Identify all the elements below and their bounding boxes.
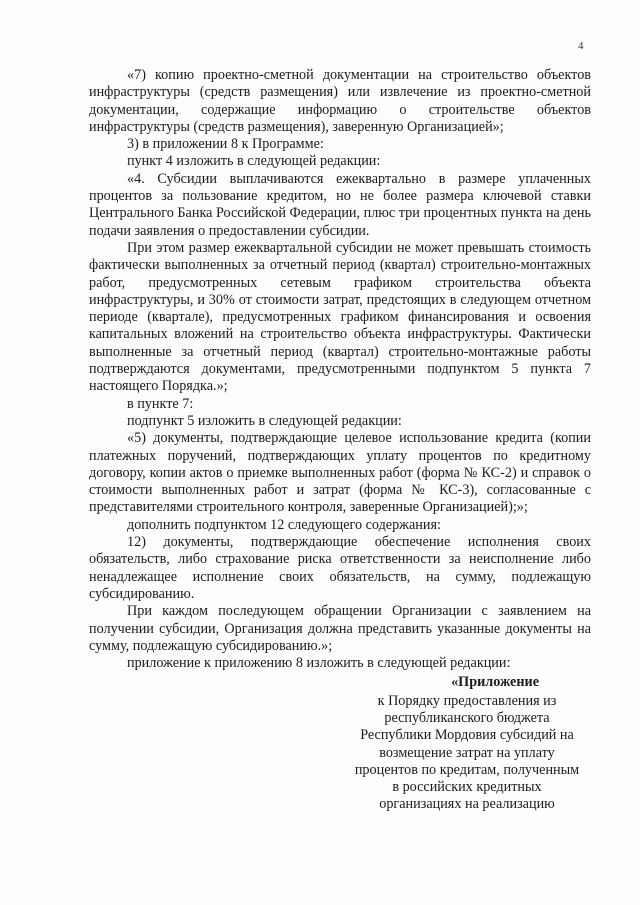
paragraph-subpoint-12-intro: дополнить подпунктом 12 следующего содержания: [127, 516, 441, 533]
annex-line: организациях на реализацию [379, 796, 555, 813]
paragraph-subpoint-12: 12) документы, подтверждающие обеспечение исполнения своих обязательств, либо страхование риска ответственности за неисполнение либо ненадлежащее исполнение своих обязательств, на сумму, подлежащую субсидированию. [89, 534, 591, 602]
paragraph-point-4: «4. Субсидии выплачиваются ежеквартально в размере уплаченных процентов за пользование кредитом, но не более размера ключевой ставки Центрального Банка Российской Федерации, плюс три процентных пункта на день подачи заявления о предоставлении субсидии. [89, 170, 591, 239]
annex-heading-block [343, 693, 591, 814]
annex-title: «Приложение [451, 674, 539, 691]
paragraph-item-7: «7) копию проектно-сметной документации на строительство объектов инфраструктуры (средств размещения) или извлечение из проектно-сметной документации, содержащие информацию о строительстве объектов инфраструктуры (средств размещения), заверенную Организацией»; [89, 67, 591, 135]
paragraph-appendix-8: 3) в приложении 8 к Программе: [127, 136, 324, 153]
annex-line: Республики Мордовия субсидий на [360, 727, 574, 744]
annex-line: возмещение затрат на уплату [379, 744, 555, 761]
document-body [89, 67, 591, 814]
paragraph-point-7: в пункте 7: [127, 395, 194, 412]
paragraph-point-4-intro: пункт 4 изложить в следующей редакции: [127, 153, 381, 170]
page-number: 4 [578, 40, 584, 52]
paragraph-subsidy-limit: При этом размер ежеквартальной субсидии не может превышать стоимость фактически выполненных за отчетный период (квартал) строительно-монтажных работ, предусмотренных сетевым графиком строительства объекта инфраструктуры, и 30% от стоимости затрат, предстоящих в следующем отчетном периоде (квартале), предусмотренных графиком финансирования и освоения капитальных вложений на строительство объекта инфраструктуры. Фактически выполненные за отчетный период (квартал) строительно-монтажные работы подтверждаются документами, предусмотренными подпунктом 5 пункта 7 настоящего Порядка.»; [89, 239, 591, 395]
annex-line: в российских кредитных [392, 779, 542, 796]
annex-line: республиканского бюджета [384, 709, 550, 726]
paragraph-subpoint-5-intro: подпункт 5 изложить в следующей редакции: [127, 412, 402, 429]
annex-line: процентов по кредитам, полученным [354, 761, 580, 778]
paragraph-annex-intro: приложение к приложению 8 изложить в следующей редакции: [127, 655, 511, 672]
paragraph-subsequent-application: При каждом последующем обращении Организации с заявлением на получении субсидии, Организация должна представить указанные документы на сумму, подлежащую субсидированию.»; [89, 603, 591, 654]
paragraph-subpoint-5: «5) документы, подтверждающие целевое использование кредита (копии платежных поручений, подтверждающих уплату процентов по кредитному договору, копии актов о приемке выполненных работ (форма № КС-2) и справок о стоимости выполненных работ и затрат (форма № КС-3), согласованные с представителями строительного контроля, заверенные Организацией);»; [89, 430, 591, 516]
annex-line: к Порядку предоставления из [377, 692, 557, 709]
